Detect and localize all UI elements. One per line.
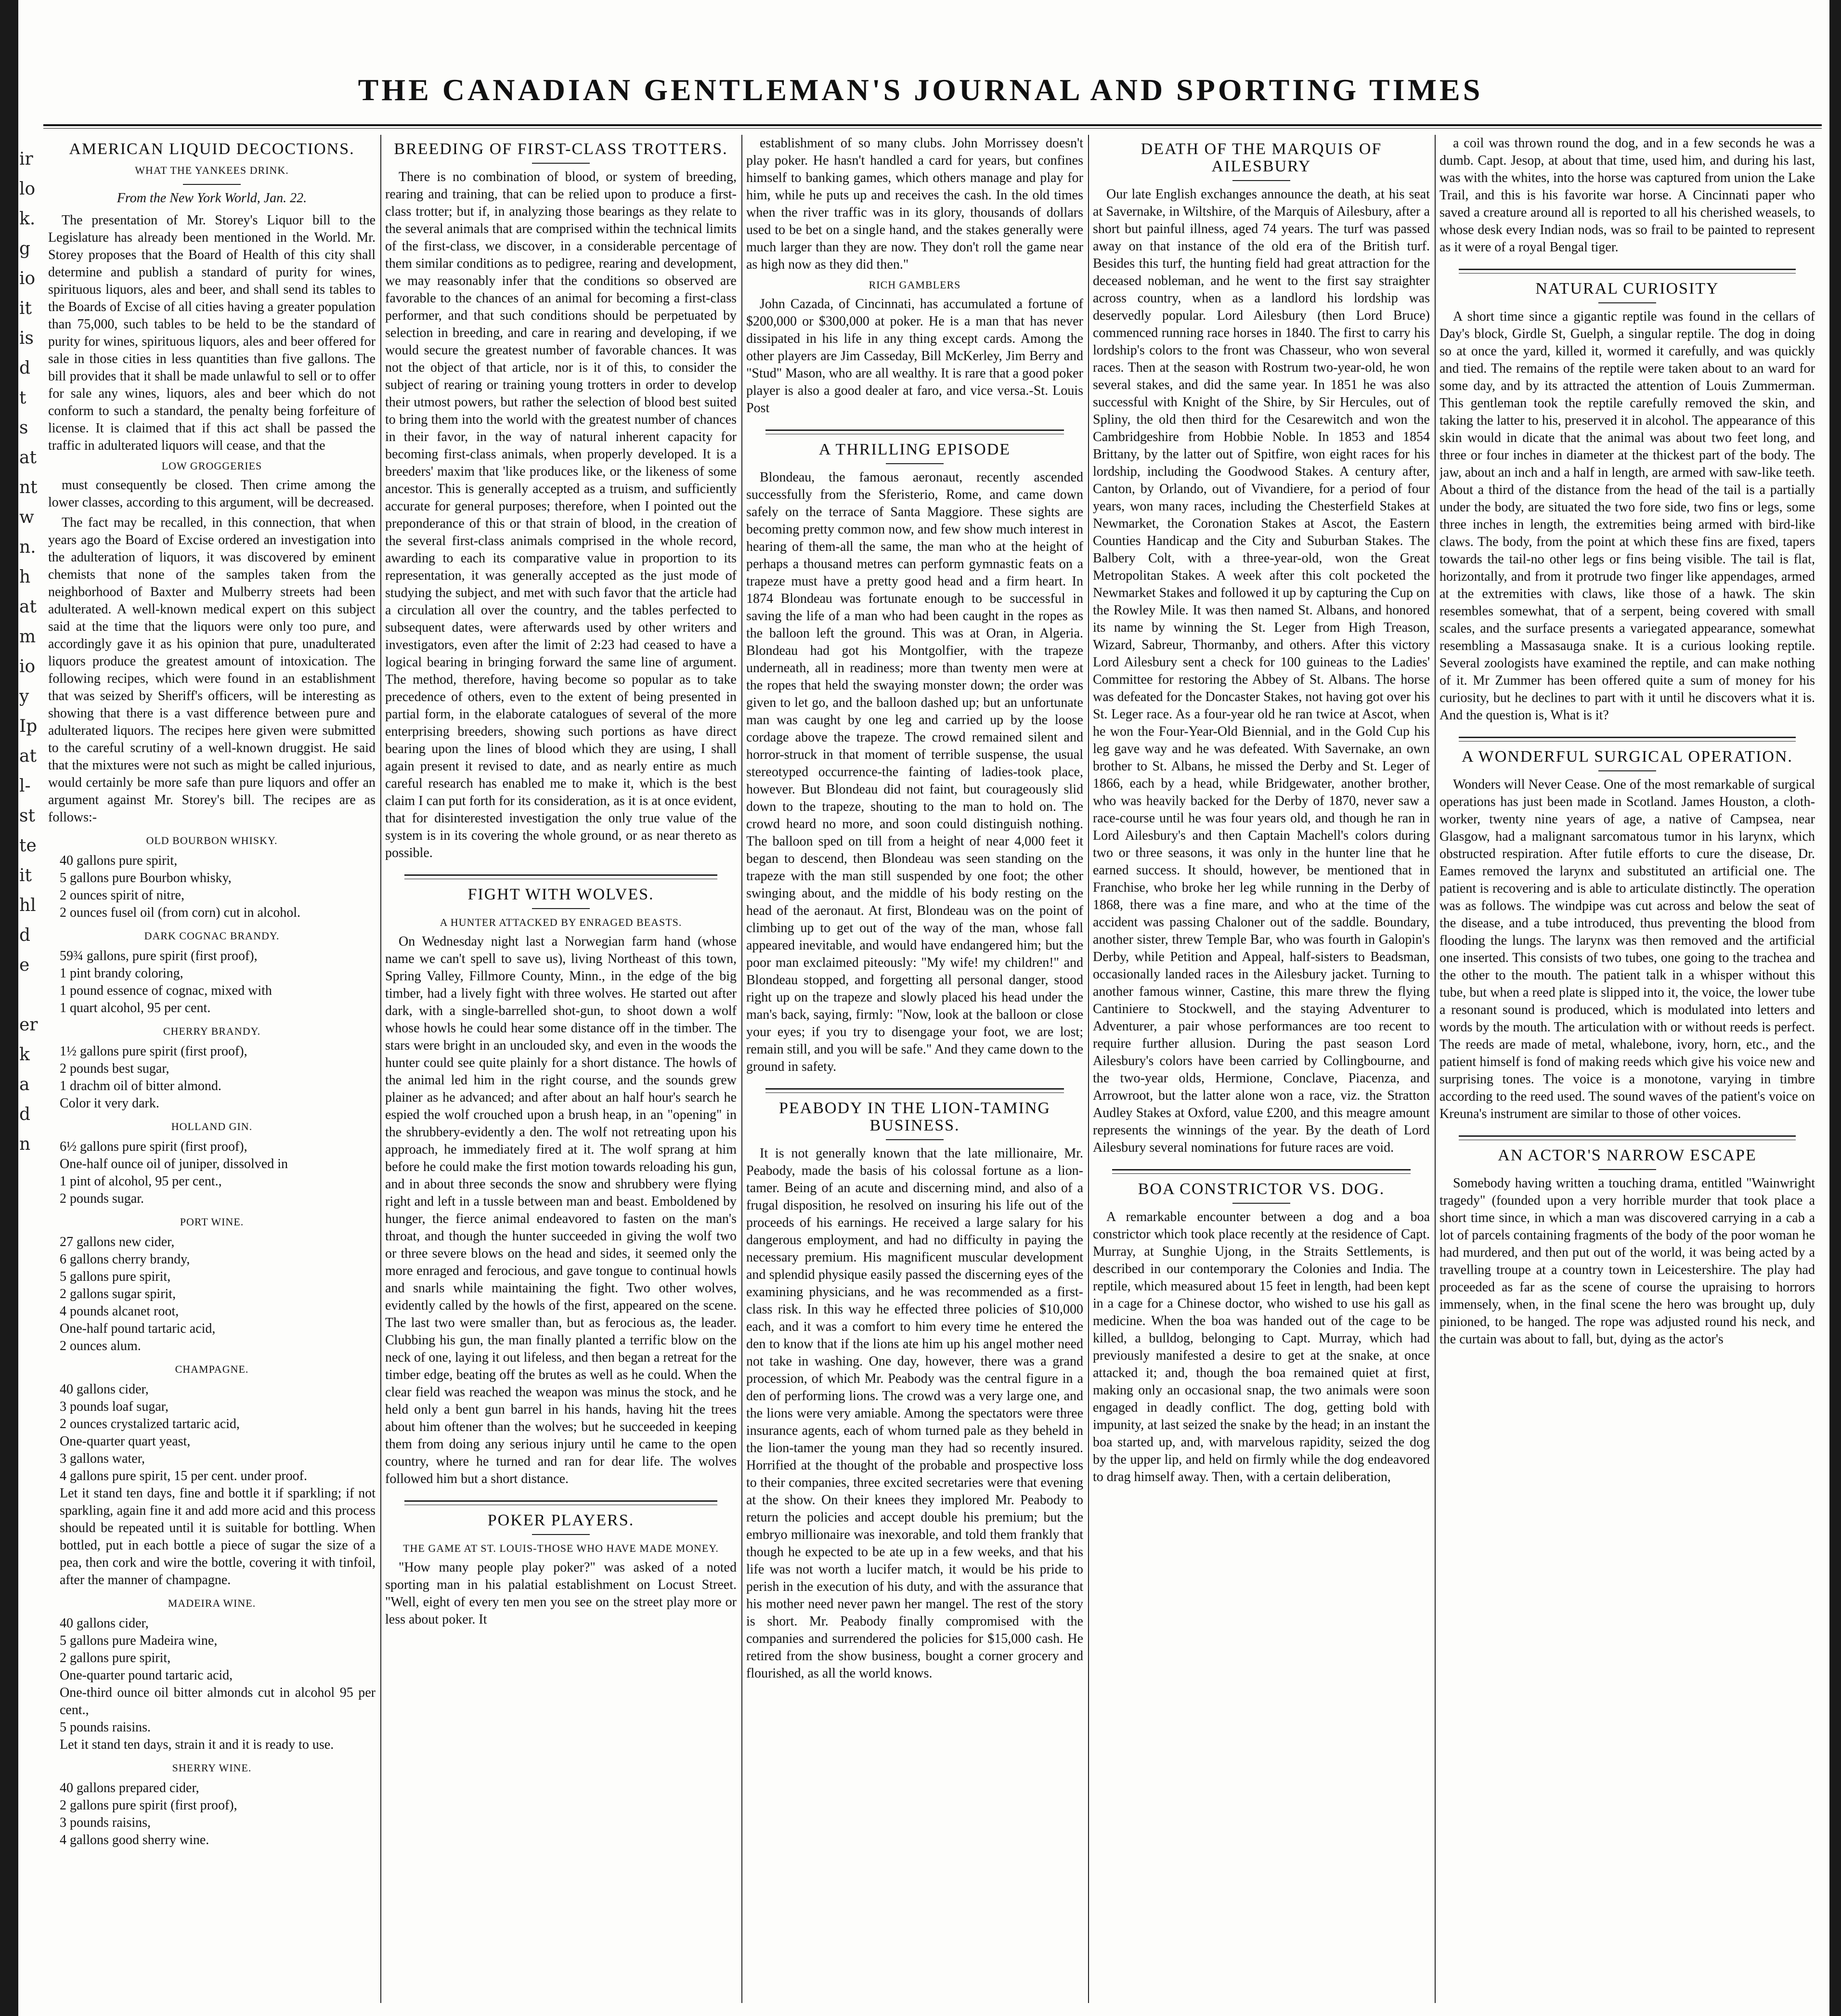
column-3 <box>746 135 1083 2003</box>
section-rule <box>1459 1135 1796 1137</box>
article-paragraph: John Cazada, of Cincinnati, has accumulated a fortune of $200,000 or $300,000 at poker. He is a man that has never dissipated in his life in any thing except cards. Among the other players are Jim Casseday, Bill McKerley, Jim Berry and "Stud" Mason, who are all wealthy. It is rare that a good poker player is also a good dealer at faro, and vice versa.-St. Louis Post <box>746 297 1083 416</box>
divider <box>886 463 944 464</box>
article-paragraph: On Wednesday night last a Norwegian farm hand (whose name we can't spell to save us), living Northeast of this town, Spring Valley, Fillmore County, Minn., in the edge of the big timber, had a lively fight with three wolves. He started out after dark, with a single-barrelled shot-gun, to shoot down a wolf whose howls he could hear some distance off in the timber. The stars were bright in an unclouded sky, and even in the woods the hunter could see quite plainly for a short distance. The howls of the animal led him in the right course, and the sounds grew plainer as he advanced; and after about an half hour's search he espied the wolf crouched upon a brush heap, in an "opening" in the shrubbery-evidently a den. The wolf not retreating upon his approach, he immediately fired at it. The wolf sprang at him before he could make the first motion towards reloading his gun, and in about three seconds the snow and shrubbery were flying right and left in a tussle between man and beast. Emboldened by hunger, the fierce animal endeavored to fasten on the man's throat, and though the hunter succeeded in giving the wolf two or three severe blows on the head and sides, it seemed only the more enraged and ferocious, and gave tongue to continual howls and snarls while maintaining the fight. Two other wolves, evidently called by the howls of the first, appeared on the scene. The last two were smaller than, but as ferocious as, the leader. Clubbing his gun, the man finally planted a terrific blow on the neck of one, laying it out lifeless, and then began a retreat for the timber edge, beating off the brutes as well as he could. When the clear field was reached the weapon was minus the stock, and he held only a bent gun barrel in his hands, having hit the trees about him oftener than the wolves; but he succeeded in keeping them from doing any serious injury until he came to the open country, where he turned and ran for dear life. The wolves followed him but a short distance. <box>385 934 737 1486</box>
divider <box>532 1534 590 1535</box>
headline: POKER PLAYERS. <box>487 1511 635 1529</box>
article-paragraph: Our late English exchanges announce the death, at his seat at Savernake, in Wiltshire, of the Marquis of Ailesbury, after a short but painful illness, aged 74 years. The turf was passed away on that instance of the old era of the British turf. Besides this turf, the hunting field had great attraction for the deceased nobleman, and he went to the first say straighter across country, when as a landlord his lordship was deservedly popular. Lord Ailesbury (then Lord Bruce) commenced running race horses in 1840. The first to carry his lordship's colors to the front was Chasseur, who won several races. Then at the season with Rostrum two-year-old, he won several stakes, and did the same year. In 1851 he was also successful with Knight of the Shire, by Sir Hercules, out of Spliny, the old then third for the Cesarewitch and won the Cambridgeshire from Hobbie Noble. In 1853 and 1854 Brittany, by the latter out of Spitfire, won eight races for his lordship, including the Goodwood Stakes. A century after, Canton, by Orlando, out of Vivandiere, for a period of four years, won many races, including the Chesterfield Stakes at Newmarket, the Coronation Stakes at Ascot, the Eastern Counties Handicap and the City and Suburban Stakes. The Balbery Colt, with a three-year-old, won the Great Metropolitan Stakes. A week after this colt pocketed the Newmarket Stakes and followed it up by capturing the Cup on the Rowley Mile. It was then named St. Albans, and honored its name by winning the St. Leger from High Treason, Wizard, Sabreur, Thormanby, and others. After this victory Lord Ailesbury sent a check for 100 guineas to the Ladies' Committee for restoring the Abbey of St. Albans. The horse was defeated for the Doncaster Stakes, not having got over his St. Leger race. As a four-year old he ran twice at Ascot, when he won the Four-Year-Old Biennial, and in the Gold Cup his leg gave way and he was defeated. With Savernake, an own brother to St. Albans, he missed the Derby and St. Leger of 1866, each by a head, while Bridgewater, another brother, who was heavily backed for the Derby of 1870, never saw a race-course until he was four years old, and though he ran in Lord Ailesbury's and then Captain Machell's colors during two or three seasons, it was only in the hunter line that he earned success. It should, however, be mentioned that in Franchise, who broke her leg while running in the Derby of 1868, there was a fine mare, and who at the time of the accident was passing Chaloner out of the saddle. Boundary, another sister, threw Temple Bar, who was fourth in Galopin's Derby, while Petition and Appeal, half-sisters to Beadsman, occasionally landed races in the Ailesbury jacket. Turning to another famous winner, Castine, this mare threw the flying Cantiniere to Stockwell, and the staying Adventurer to Adventurer, a pair whose performances are too recent to require further allusion. During the past season Lord Ailesbury's colors have been carried by Collingbourne, and the two-year olds, Hermione, Conclave, Piacenza, and Arrowroot, but the latter alone won a race, viz. the Stratton Audley Stakes at Oxford, value £200, and this meagre amount represents the winnings of the year. By the death of Lord Ailesbury several nominations for future races are void. <box>1093 187 1430 1155</box>
subhead: LOW GROGGERIES <box>161 460 262 472</box>
recipe-ingredients: 40 gallons prepared cider, 2 gallons pure spirit (first proof), 3 pounds raisins, 4 gallons good sherry wine. <box>60 1781 237 1847</box>
headline: NATURAL CURIOSITY <box>1535 280 1719 298</box>
column-divider <box>1435 135 1436 2003</box>
recipe-name: PORT WINE. <box>180 1216 244 1228</box>
column-divider <box>741 135 742 2003</box>
article-paragraph: a coil was thrown round the dog, and in a few seconds he was a dumb. Capt. Jesop, at about that time, used him, and during his last, was with the whites, into the horse was captured from union the Lake Trail, and this is his favorite war horse. A Cincinnati paper who saved a creature around all is reported to all his cherished weasels, to whose desk every Indian nods, was so frail to be painted to represent as it were of a royal Bengal tiger. <box>1439 136 1815 255</box>
recipe-list <box>48 832 376 1849</box>
recipe-name: DARK COGNAC BRANDY. <box>144 930 280 942</box>
headline: A WONDERFUL SURGICAL OPERATION. <box>1462 748 1793 766</box>
section-rule <box>404 1500 717 1502</box>
scan-edge-right <box>1829 0 1841 2016</box>
article-paragraph: "How many people play poker?" was asked of a noted sporting man in his palatial establishment on Locust Street. "Well, eight of every ten men you see on the street play more or less about poker. It <box>385 1560 737 1627</box>
section-rule <box>765 429 1064 431</box>
masthead-rule-thin <box>43 128 1822 129</box>
headline: BOA CONSTRICTOR VS. DOG. <box>1138 1180 1385 1198</box>
column-1 <box>48 135 376 2003</box>
section-rule <box>1112 1169 1411 1171</box>
divider <box>183 184 241 185</box>
recipe-name: SHERRY WINE. <box>172 1762 252 1774</box>
recipe-ingredients: 40 gallons pure spirit, 5 gallons pure Bourbon whisky, 2 ounces spirit of nitre, 2 ounces fusel oil (from corn) cut in alcohol. <box>60 853 300 920</box>
headline: A THRILLING EPISODE <box>818 441 1011 458</box>
dateline: From the New York World, Jan. 22. <box>117 191 307 206</box>
masthead: THE CANADIAN GENTLEMAN'S JOURNAL AND SPORTING TIMES <box>358 73 1483 107</box>
column-4 <box>1093 135 1430 2003</box>
subhead: A HUNTER ATTACKED BY ENRAGED BEASTS. <box>440 916 682 928</box>
divider <box>1598 770 1656 771</box>
subhead: WHAT THE YANKEES DRINK. <box>135 164 289 176</box>
recipe-ingredients: 59¾ gallons, pure spirit (first proof), 1 pint brandy coloring, 1 pound essence of cognac, mixed with 1 quart alcohol, 95 per cent. <box>60 949 272 1015</box>
section-rule <box>404 874 717 876</box>
column-divider <box>1088 135 1089 2003</box>
article-paragraph: Somebody having written a touching drama, entitled "Wainwright tragedy" (founded upon a very horrible murder that took place a short time since, in which a man was discovered carrying in a cab a lot of parcels containing fragments of the body of the poor woman he had murdered, and then put out of the world, it was being acted by a travelling troupe at a country town in Leicestershire. The play had proceeded as far as the scene of course the upraising to horrors immensely, when, in the final scene the hero was brought up, duly pinioned, to be hanged. The rope was adjusted round his neck, and the curtain was about to fall, but, dying as the actor's <box>1439 1176 1815 1347</box>
recipe-ingredients: 40 gallons cider, 3 pounds loaf sugar, 2 ounces crystalized tartaric acid, One-quarter quart yeast, 3 gallons water, 4 gallons pure spirit, 15 per cent. under proof. <box>60 1382 307 1483</box>
subhead: THE GAME AT ST. LOUIS-THOSE WHO HAVE MADE MONEY. <box>403 1542 719 1554</box>
article-paragraph: The presentation of Mr. Storey's Liquor bill to the Legislature has already been mentioned in the World. Mr. Storey proposes that the Board of Health of this city shall determine and publish a standard of purity for wines, spirituous liquors, ales and beer, and shall send its tables to the Boards of Excise of all cities having a greater population than 75,000, such tables to be held to be the standard of purity for wines, spirituous liquors, ales and beer offered for sale in those cities in less quantities than five gallons. The bill provides that it shall be made unlawful to sell or to offer for sale any wines, liquors, ales and beer which do not conform to such a standard, the penalty being forfeiture of license. It is claimed that if this act shall be passed the traffic in adulterated liquors will cease, and that the <box>48 213 376 453</box>
divider <box>1598 1169 1656 1170</box>
article-paragraph: A short time since a gigantic reptile was found in the cellars of Day's block, Girdle St, Guelph, a singular reptile. The dog in doing so at once the yard, killed it, wormed it carefully, and was quickly and tied. The remains of the reptile were taken about to an ward for some day, and by its attracted the attention of Louis Zummerman. This gentleman took the reptile carefully removed the skin, and taking the latter to his, preserved it in alcohol. The appearance of this skin would in dicate that the animal was about two feet long, and three or four inches in diameter at the thickest part of the body. The jaw, about an inch and a half in length, are armed with saw-like teeth. About a third of the distance from the head of the tail is a partially under the body, are situated the two fore side, two fins or legs, some three inches in length, the extremities being armed with bird-like claws. The body, from the point at which these fins are fixed, tapers towards the tail-no other legs or fins being visible. The tail is flat, horizontally, and from it protrude two finger like appendages, armed at the extremities with claws, like those of a hawk. The skin resembles somewhat, that of a serpent, being covered with small scales, and the surface presents a variegated appearance, somewhat resembling a Massasauga snake. It is a curious looking reptile. Several zoologists have examined the reptile, and can make nothing of it. Mr Zummer has been offered quite a sum of money for his curiosity, but he declines to part with it until he discovers what it is. And the question is, What is it? <box>1439 309 1815 723</box>
recipe-ingredients: Let it stand ten days, fine and bottle it if sparkling; if not sparkling, again fine it and add more acid and this process should be repeated until it is suitable for bottling. When bottled, put in each bottle a piece of sugar the size of a pea, then cork and wire the bottle, covering it with tinfoil, after the manner of champagne. <box>60 1486 376 1587</box>
column-divider <box>380 135 381 2003</box>
section-rule <box>1459 269 1796 270</box>
column-2 <box>385 135 737 2003</box>
article-paragraph: There is no combination of blood, or system of breeding, rearing and training, that can be relied upon to produce a first-class trotter; but if, in analyzing those bearings as they relate to the several animals that are comprised within the technical limits of the first-class, we discover, in a considerable percentage of them similar conditions as to pedigree, rearing and development, we may reasonably infer that the conditions so observed are favorable to the chances of an animal for becoming a first-class performer, and that such conditions should be perpetuated by selection in breeding, and care in rearing and developing, if we would secure the greatest number of favorable chances. It was not the object of that article, nor is it of this, to consider the subject of rearing or training young trotters in order to develop their utmost powers, but rather the selection of blood best suited to bring them into the world with the greatest number of chances in their favor, in the way of natural inherent capacity for becoming first-class animals, when properly developed. It is a breeders' maxim that 'like produces like, or the likeness of some ancestor. This is generally accepted as a truism, and sufficiently accurate for general purposes; therefore, when I pointed out the preponderance of this or that strain of blood, in the creation of the several first-class animals comprised in the whole record, awarding to each its comparative value in proportion to its representation, it was generally accepted as the just mode of studying the subject, and met with such favor that the article had a circulation all over the country, and the tables perfected to subsequent dates, were afterwards used by other writers and investigators, even after the limit of 2:23 had ceased to have a logical bearing in bringing forward the same line of argument. The method, therefore, having become so popular as to take precedence of others, even to the extent of being presented in partial form, in the elaborate catalogues of several of the more enterprising breeders, showing such portions as have direct bearing upon the lines of blood which they are using, I shall again present it revised to date, and as nearly entire as much careful research has enabled me to make it, which is the best claim I can put forth for its consideration, as it is at once evident, that for disinterested investigation the only true value of the system is in its covering the whole ground, or as near thereto as possible. <box>385 169 737 860</box>
divider <box>532 908 590 909</box>
recipe-name: CHAMPAGNE. <box>175 1363 249 1375</box>
section-rule-thin <box>1112 1173 1411 1174</box>
recipe-name: MADEIRA WINE. <box>168 1597 256 1609</box>
headline: DEATH OF THE MARQUIS OF AILESBURY <box>1141 140 1382 175</box>
scan-edge-left <box>0 0 18 2016</box>
article-paragraph: The fact may be recalled, in this connection, that when years ago the Board of Excise ordered an investigation into the adulteration of liquors, it was discovered by eminent chemists that none of the samples taken from the neighborhood of Baxter and Mulberry streets had been adulterated. A well-known medical expert on this subject said at the time that the liquors were only too pure, and accordingly gave it as his opinion that pure, unadulterated liquors produce the greatest amount of intoxication. The following recipes, which were found in an establishment that was seized by Sheriff's officers, will be interesting as showing that there is a vast difference between pure and adulterated liquors. The recipes here given were submitted to the careful scrutiny of a well-known druggist. He said that the mixtures were not such as might be called injurious, would certainly be more safe than pure liquors and offer an argument against Mr. Storey's bill. The recipes are as follows:- <box>48 515 376 825</box>
article-paragraph: Blondeau, the famous aeronaut, recently ascended successfully from the Sferisterio, Rome, and came down safely on the terrace of Santa Maggiore. These sights are becoming pretty common now, and few show much interest in hearing of them-all the same, the man who at the height of perhaps a thousand metres can perform gymnastic feats on a trapeze must have a pretty good head and a firm heart. In 1874 Blondeau was fortunate enough to be successful in saving the life of a man who had been caught in the ropes as the balloon left the ground. This was at Oran, in Algeria. Blondeau had got his Montgolfier, with the trapeze underneath, all in readiness; more than twenty men were at the ropes that held the swaying monster down; the order was given to let go, and the balloon dashed up; but an unfortunate man was caught by one leg and carried up by the loose cordage above the trapeze. The crowd remained silent and horror-struck in that moment of terrible suspense, the usual stereotyped occurrence-the fainting of ladies-took place, however. But Blondeau did not faint, but courageously slid down to the trapeze, shouting to the man to hold on. The crowd heard no more, and soon could distinguish nothing. The balloon sped on till from a height of near 4,000 feet it began to descend, then Blondeau was seen standing on the trapeze with the man still suspended by one foot; the other swinging about, and the middle of his body resting on the head of the aeronaut. At first, Blondeau was on the point of climbing up to get out of the way of the man, whose fall appeared inevitable, and would have endangered him; but the poor man exclaimed piteously: "My wife! my children!" and Blondeau stopped, and forgetting all personal danger, stood right up on the trapeze and slowly placed his head under the man's back, saying, firmly: "Now, look at the balloon or close your eyes; if you try to disengage your foot, we are lost; remain still, and you will be safe." And they came down to the ground in safety. <box>746 470 1083 1074</box>
masthead-rule <box>43 124 1822 126</box>
divider <box>1232 1203 1290 1204</box>
section-rule <box>1459 737 1796 738</box>
headline: PEABODY IN THE LION-TAMING BUSINESS. <box>779 1099 1050 1134</box>
divider <box>1232 180 1290 181</box>
headline: AMERICAN LIQUID DECOCTIONS. <box>69 140 355 158</box>
divider <box>1598 302 1656 303</box>
recipe-name: OLD BOURBON WHISKY. <box>146 834 278 846</box>
article-paragraph: establishment of so many clubs. John Morrissey doesn't play poker. He hasn't handled a card for years, but confines himself to banking games, which others manage and play for him, while he puts up and receives the cash. In the old times when the river traffic was in its glory, thousands of dollars used to be bet on a single hand, and the stakes generally were much larger than they are now. They don't roll the game near as high now as they did then." <box>746 136 1083 272</box>
divider <box>886 1139 944 1140</box>
column-5 <box>1439 135 1815 2003</box>
margin-glyphs: ir lo k. g io it is d t s at nt w n. h at m io y Ip at l- st te it hl d e er k a d n <box>19 149 38 1154</box>
headline: FIGHT WITH WOLVES. <box>467 885 654 903</box>
article-paragraph: A remarkable encounter between a dog and a boa constrictor which took place recently at the residence of Capt. Murray, at Sunghie Ujong, in the Straits Settlements, is described in our contemporary the Colonies and India. The reptile, which measured about 15 feet in length, had been kept in a cage for a Chinese doctor, who wished to use his gall as medicine. When the boa was handed out of the cage to be killed, a bulldog, belonging to Capt. Murray, which had previously manifested a desire to get at the snake, at once attacked it; and, though the boa remained quiet at first, making only an occasional snap, the two animals were soon engaged in deadly conflict. The dog, getting bold with impunity, at last seized the snake by the head; in an instant the boa started up, and, with marvelous rapidity, seized the dog by the upper lip, and held on firmly while the dog endeavored to drag himself away. Then, with a certain deliberation, <box>1093 1210 1430 1484</box>
headline: AN ACTOR'S NARROW ESCAPE <box>1498 1146 1757 1164</box>
recipe-ingredients: 40 gallons cider, 5 gallons pure Madeira wine, 2 gallons pure spirit, One-quarter pound tartaric acid, One-third ounce oil bitter almonds cut in alcohol 95 per cent., 5 pounds raisins. Let it stand ten days, strain it and it is ready to use. <box>60 1616 376 1752</box>
divider <box>532 163 590 164</box>
article-paragraph: must consequently be closed. Then crime among the lower classes, according to this argument, will be decreased. <box>48 478 376 510</box>
subhead: RICH GAMBLERS <box>869 279 961 291</box>
recipe-ingredients: 1½ gallons pure spirit (first proof), 2 pounds best sugar, 1 drachm oil of bitter almond. Color it very dark. <box>60 1044 247 1111</box>
headline: BREEDING OF FIRST-CLASS TROTTERS. <box>394 140 728 158</box>
recipe-name: HOLLAND GIN. <box>171 1120 253 1132</box>
recipe-ingredients: 6½ gallons pure spirit (first proof), One-half ounce oil of juniper, dissolved in 1 pint of alcohol, 95 per cent., 2 pounds sugar. <box>60 1139 288 1206</box>
recipe-ingredients: 27 gallons new cider, 6 gallons cherry brandy, 5 gallons pure spirit, 2 gallons sugar spirit, 4 pounds alcanet root, One-half pound tartaric acid, 2 ounces alum. <box>60 1235 216 1353</box>
recipe-name: CHERRY BRANDY. <box>163 1025 261 1037</box>
section-rule <box>765 1088 1064 1090</box>
article-paragraph: Wonders will Never Cease. One of the most remarkable of surgical operations has just been made in Scotland. James Houston, a cloth-worker, twenty nine years of age, a native of Campsea, near Glasgow, had a malignant sarcomatous tumor in his larynx, which obstructed respiration. After futile efforts to cure the disease, Dr. Eames removed the larynx and substituted an artificial one. The patient is recovering and is able to articulate distinctly. The operation was as follows. The windpipe was cut across and below the seat of the disease, and a tube introduced, thus preventing the blood from flooding the lungs. The larynx was then removed and the artificial one inserted. This consists of two tubes, one going to the trachea and the other to the mouth. The patient talk in a whisper without this tube, but when a reed plate is slipped into it, the voice, the lower tube a resonant sound is produced, which is modulated into letters and words by the mouth. The articulation with or without reeds is perfect. The reeds are made of metal, whalebone, ivory, horn, etc., and the patient himself is fond of making reeds which give his voice new and surprising tones. The voice is a monotone, varying in timbre according to the reed used. The sound waves of the patient's voice on Kreuna's instrument are similar to those of other voices. <box>1439 777 1815 1121</box>
article-paragraph: It is not generally known that the late millionaire, Mr. Peabody, made the basis of his colossal fortune as a lion-tamer. Being of an acute and discerning mind, and also of a frugal disposition, he resolved on insuring his life out of the proceeds of his earnings. He received a large salary for his dangerous employment, and had no difficulty in paying the necessary premium. His magnificent muscular development and splendid physique easily passed the discerning eyes of the examining physicians, and he was recommended as a first-class risk. In this way he effected three policies of $10,000 each, and it was a comfort to him every time he entered the den to know that if the lions ate him up his angel mother need not take in washing. One day, however, there was a grand procession, of which Mr. Peabody was the central figure in a den of performing lions. The crowd was a very large one, and the lions were very amiable. Among the spectators were three insurance agents, each of whom turned pale as they beheld in the lion-tamer the young man they had so recently insured. Horrified at the thought of the probable and prospective loss to their companies, three excited secretaries were that evening at the show. On their knees they implored Mr. Peabody to return the policies and accept double his premium; but the embryo millionaire was inexorable, and told them frankly that though he expected to be ate up in a few weeks, and that his life was not worth a lucifer match, it would be his pride to perish in the execution of his duty, and with the assurance that his mother need never pawn her mangel. The rest of the story is short. Mr. Peabody finally compromised with the companies and surrendered the policies for $15,000 cash. He retired from the show business, bought a corner grocery and flourished, as all the world knows. <box>746 1146 1083 1681</box>
